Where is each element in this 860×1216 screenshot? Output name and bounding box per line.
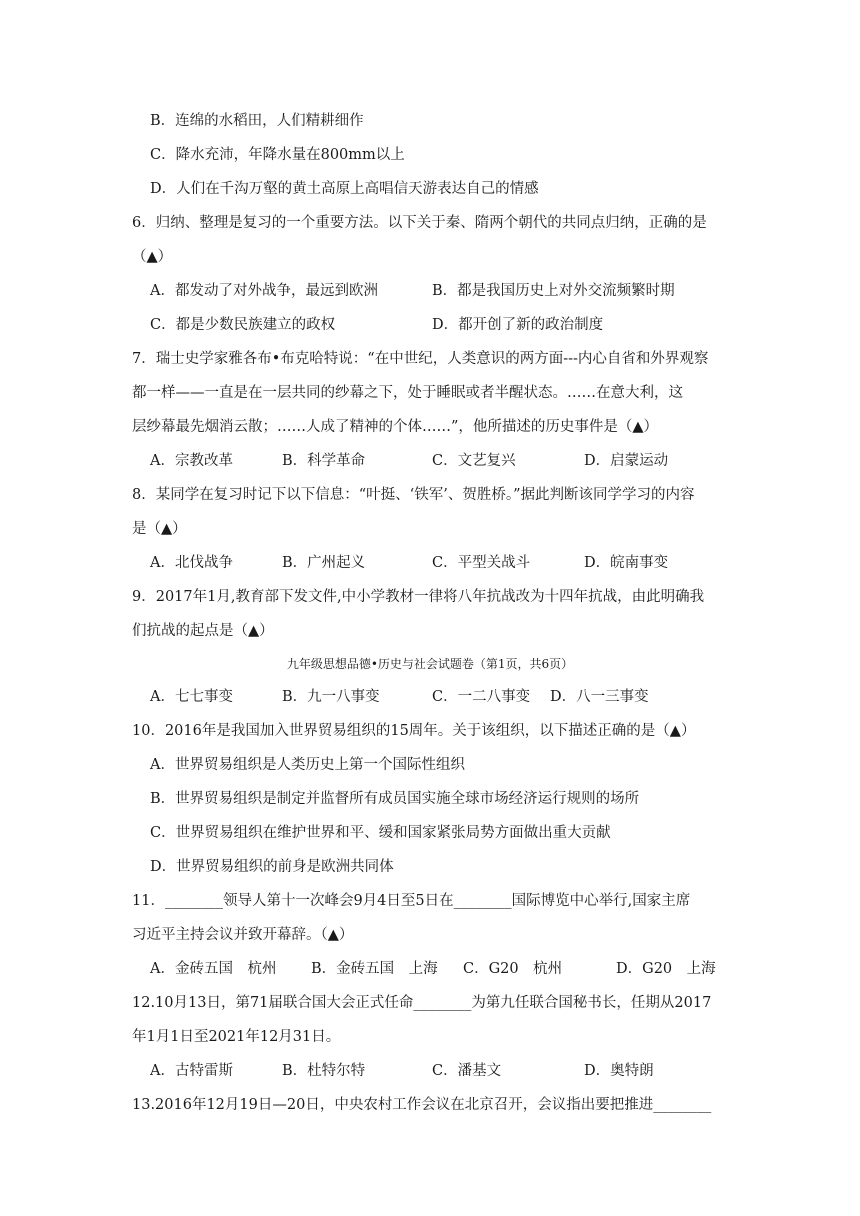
q9-option-d: D．八一三事变 bbox=[550, 689, 649, 705]
page-footer: 九年级思想品德•历史与社会试题卷（第1页，共6页） bbox=[286, 657, 574, 671]
q12-option-d: D．奥特朗 bbox=[584, 1063, 654, 1079]
q10-option-a: A．世界贸易组织是人类历史上第一个国际性组织 bbox=[150, 757, 465, 773]
q11-option-a: A．金砖五国 杭州 bbox=[150, 961, 277, 977]
q8-option-c: C．平型关战斗 bbox=[432, 555, 531, 571]
q10-option-d: D．世界贸易组织的前身是欧洲共同体 bbox=[150, 859, 394, 875]
q8-option-d: D．皖南事变 bbox=[584, 555, 669, 571]
q12-stem-line2: 年1月1日至2021年12月31日。 bbox=[132, 1029, 341, 1045]
q6-stem-line1: 6．归纳、整理是复习的一个重要方法。以下关于秦、隋两个朝代的共同点归纳，正确的是 bbox=[132, 215, 707, 231]
q5-option-d: D．人们在千沟万壑的黄土高原上高唱信天游表达自己的情感 bbox=[150, 181, 539, 197]
q9-option-a: A．七七事变 bbox=[150, 689, 233, 705]
q11-stem-line2: 习近平主持会议并致开幕辞。（▲） bbox=[132, 927, 354, 943]
q11-option-d: D．G20 上海 bbox=[616, 961, 716, 977]
q7-option-b: B．科学革命 bbox=[282, 453, 366, 469]
q7-option-c: C．文艺复兴 bbox=[432, 453, 516, 469]
q8-option-b: B．广州起义 bbox=[282, 555, 366, 571]
q8-stem-line1: 8．某同学在复习时记下以下信息：“叶挺、‘铁军’、贺胜桥。”据此判断该同学学习的内容 bbox=[132, 487, 695, 503]
q11-option-b: B．金砖五国 上海 bbox=[311, 961, 438, 977]
q6-option-a: A．都发动了对外战争，最远到欧洲 bbox=[150, 283, 378, 299]
q6-option-d: D．都开创了新的政治制度 bbox=[432, 317, 604, 333]
q6-option-b: B．都是我国历史上对外交流频繁时期 bbox=[432, 283, 675, 299]
q11-stem-line1: 11．________领导人第十一次峰会9月4日至5日在________国际博览中心举行,国家主席 bbox=[132, 893, 691, 909]
q6-stem-line2: （▲） bbox=[132, 249, 173, 265]
q13-stem-line1: 13.2016年12月19日—20日，中央农村工作会议在北京召开，会议指出要把推进________ bbox=[132, 1097, 712, 1113]
q7-stem-line3: 层纱幕最先烟消云散；……人成了精神的个体……”，他所描述的历史事件是（▲） bbox=[132, 419, 659, 435]
q7-option-d: D．启蒙运动 bbox=[584, 453, 669, 469]
q7-stem-line1: 7．瑞士史学家雅各布•布克哈特说：“在中世纪，人类意识的两方面---内心自省和外界观察 bbox=[132, 351, 709, 367]
q7-option-a: A．宗教改革 bbox=[150, 453, 233, 469]
q12-stem-line1: 12.10月13日，第71届联合国大会正式任命________为第九任联合国秘书长，任期从2017 bbox=[132, 995, 712, 1011]
q12-option-b: B．杜特尔特 bbox=[282, 1063, 366, 1079]
q12-option-c: C．潘基文 bbox=[432, 1063, 502, 1079]
q8-stem-line2: 是（▲） bbox=[132, 521, 187, 537]
q9-stem-line1: 9．2017年1月,教育部下发文件,中小学教材一律将八年抗战改为十四年抗战，由此明确我 bbox=[132, 589, 705, 605]
q10-option-b: B．世界贸易组织是制定并监督所有成员国实施全球市场经济运行规则的场所 bbox=[150, 791, 640, 807]
q5-option-b: B．连绵的水稻田，人们精耕细作 bbox=[150, 113, 364, 129]
q9-option-c: C．一二八事变 bbox=[432, 689, 531, 705]
q7-stem-line2: 都一样——一直是在一层共同的纱幕之下，处于睡眠或者半醒状态。……在意大利，这 bbox=[132, 385, 683, 401]
q9-option-b: B．九一八事变 bbox=[282, 689, 380, 705]
q10-option-c: C．世界贸易组织在维护世界和平、缓和国家紧张局势方面做出重大贡献 bbox=[150, 825, 611, 841]
q6-option-c: C．都是少数民族建立的政权 bbox=[150, 317, 336, 333]
q12-option-a: A．古特雷斯 bbox=[150, 1063, 233, 1079]
q9-stem-line2: 们抗战的起点是（▲） bbox=[132, 623, 274, 639]
q11-option-c: C．G20 杭州 bbox=[463, 961, 563, 977]
q5-option-c: C．降水充沛，年降水量在800mm以上 bbox=[150, 147, 405, 163]
q8-option-a: A．北伐战争 bbox=[150, 555, 233, 571]
q10-stem: 10．2016年是我国加入世界贸易组织的15周年。关于该组织，以下描述正确的是（▲） bbox=[132, 723, 696, 739]
